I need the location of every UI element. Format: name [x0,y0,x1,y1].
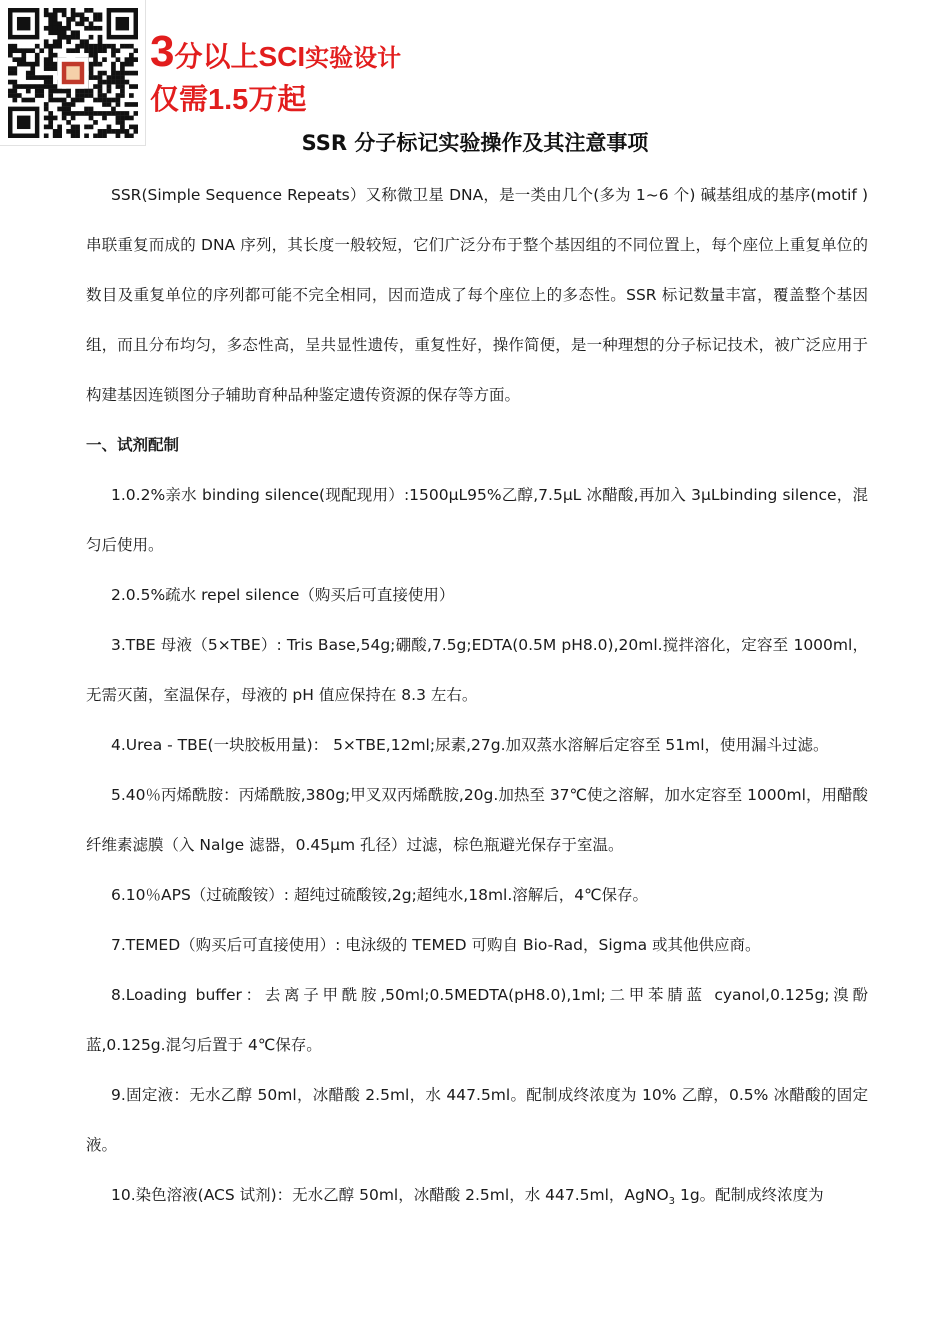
item10-text: 10.染色溶液(ACS 试剂)：无水乙醇 50ml，冰醋酸 2.5ml，水 447.5ml，AgNO [111,1186,669,1204]
promo-headline [150,27,402,81]
promo-design: 实验设计 [305,45,402,72]
reagent-item: 1.0.2%亲水 binding silence(现配现用）:1500μL95%乙醇,7.5μL 冰醋酸,再加入 3μLbinding silence，混匀后使用。 [86,486,868,554]
reagent-item: 6.10％APS（过硫酸铵）: 超纯过硫酸铵,2g;超纯水,18ml.溶解后，4℃保存。 [111,886,649,904]
reagent-item-10 [86,1170,868,1220]
reagent-item: 7.TEMED（购买后可直接使用）: 电泳级的 TEMED 可购自 Bio-Rad，Sigma 或其他供应商。 [111,936,761,954]
reagent-item: 8.Loading buffer：去离子甲酰胺,50ml;0.5MEDTA(pH8.0),1ml;二甲苯腈蓝 cyanol,0.125g;溴酚蓝,0.125g.混匀后置于 4℃保存。 [86,986,868,1054]
page-title: SSR 分子标记实验操作及其注意事项 [301,131,649,155]
item10-text-end: 1g。配制成终浓度为 [675,1186,824,1204]
qr-code-icon [8,8,138,138]
reagent-item: 5.40％丙烯酰胺：丙烯酰胺,380g;甲叉双丙烯酰胺,20g.加热至 37℃使之溶解，加水定容至 1000ml，用醋酸纤维素滤膜（入 Nalge 滤器，0.45μm 孔径）过滤，棕色瓶避光保存于室温。 [86,786,868,854]
intro-paragraph: SSR(Simple Sequence Repeats）又称微卫星 DNA，是一类由几个(多为 1~6 个) 碱基组成的基序(motif )串联重复而成的 DNA 序列，其长度一般较短，它们广泛分布于整个基因组的不同位置上，每个座位上重复单位的数目及重复单位的序列都可能不完全相同，因而造成了每个座位上的多态性。SSR 标记数量丰富，覆盖整个基因组，而且分布均匀，多态性高，呈共显性遗传，重复性好，操作简便，是一种理想的分子标记技术，被广泛应用于构建基因连锁图分子辅助育种品种鉴定遗传资源的保存等方面。 [86,186,868,404]
reagent-item: 4.Urea - TBE(一块胶板用量)： 5×TBE,12ml;尿素,27g.加双蒸水溶解后定容至 51ml，使用漏斗过滤。 [111,736,829,754]
document-body [86,170,868,1220]
promo-number: 3 [150,27,175,76]
section-heading: 一、试剂配制 [86,436,180,454]
promo-sci: 分以上SCI [174,41,306,72]
promo-price: 仅需1.5万起 [150,84,307,116]
qr-code-panel [0,0,146,146]
reagent-item: 9.固定液：无水乙醇 50ml，冰醋酸 2.5ml，水 447.5ml。配制成终浓度为 10% 乙醇，0.5% 冰醋酸的固定液。 [86,1086,868,1154]
item10-subscript: 3 [668,1196,676,1208]
reagent-item: 2.0.5%疏水 repel silence（购买后可直接使用） [111,586,455,604]
reagent-item: 3.TBE 母液（5×TBE）: Tris Base,54g;硼酸,7.5g;EDTA(0.5M pH8.0),20ml.搅拌溶化，定容至 1000ml，无需灭菌，室温保存，母液的 pH 值应保持在 8.3 左右。 [86,636,868,704]
